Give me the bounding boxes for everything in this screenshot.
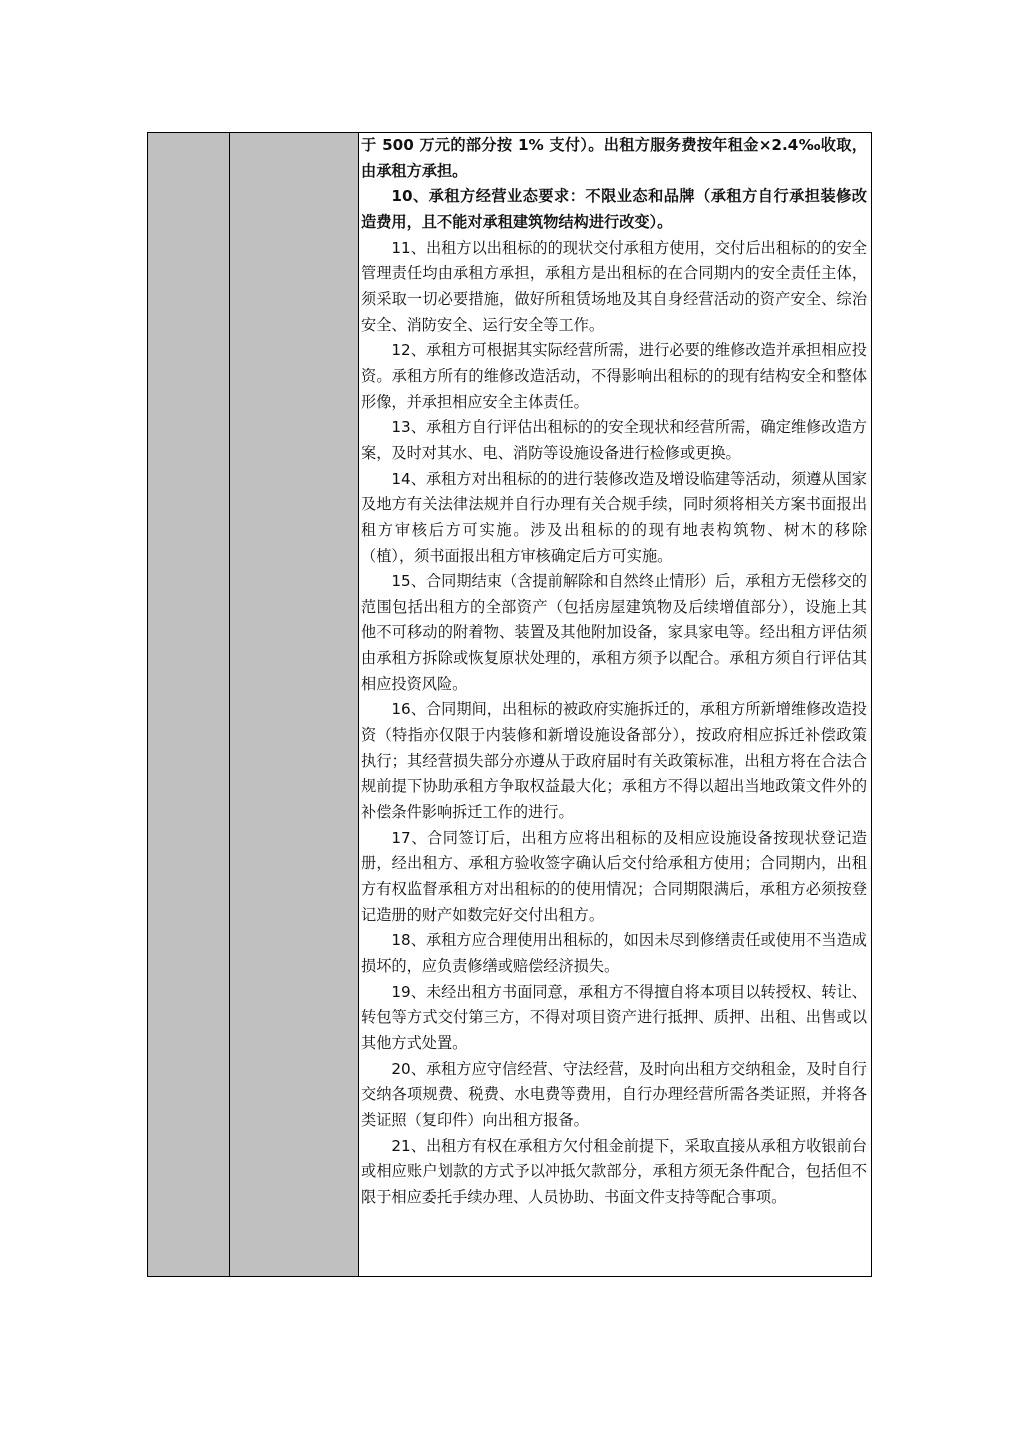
- clause-17: 17、合同签订后，出租方应将出租标的及相应设施设备按现状登记造册，经出租方、承租方验收签字确认后交付给承租方使用；合同期内，出租方有权监督承租方对出租标的的使用情况；合同期限满后，承租方必须按登记造册的财产如数完好交付出租方。: [361, 828, 867, 924]
- clause-18: 18、承租方应合理使用出租标的，如因未尽到修缮责任或使用不当造成损坏的，应负责修缮或赔偿经济损失。: [361, 931, 867, 975]
- clause-13: 13、承租方自行评估出租标的的安全现状和经营所需，确定维修改造方案，及时对其水、电、消防等设施设备进行检修或更换。: [361, 418, 867, 462]
- clause-9-continuation: 于 500 万元的部分按 1% 支付）。出租方服务费按年租金×2.4‰收取，由承租方承担。: [361, 136, 867, 180]
- clause-20: 20、承租方应守信经营、守法经营，及时向出租方交纳租金，及时自行交纳各项规费、税费、水电费等费用，自行办理经营所需各类证照，并将各类证照（复印件）向出租方报备。: [361, 1059, 867, 1129]
- clause-16: 16、合同期间，出租标的被政府实施拆迁的，承租方所新增维修改造投资（特指亦仅限于内装修和新增设施设备部分），按政府相应拆迁补偿政策执行；其经营损失部分亦遵从于政府届时有关政策标准，出租方将在合法合规前提下协助承租方争取权益最大化；承租方不得以超出当地政策文件外的补偿条件影响拆迁工作的进行。: [361, 700, 867, 822]
- clause-14: 14、承租方对出租标的的进行装修改造及增设临建等活动，须遵从国家及地方有关法律法规并自行办理有关合规手续，同时须将相关方案书面报出租方审核后方可实施。涉及出租标的的现有地表构筑物、树木的移除（植），须书面报出租方审核确定后方可实施。: [361, 469, 867, 565]
- clause-10: 10、承租方经营业态要求：不限业态和品牌（承租方自行承担装修改造费用，且不能对承租建筑物结构进行改变）。: [361, 187, 867, 231]
- table-column-shaded-2: [230, 133, 359, 1276]
- clause-15: 15、合同期结束（含提前解除和自然终止情形）后，承租方无偿移交的范围包括出租方的全部资产（包括房屋建筑物及后续增值部分），设施上其他不可移动的附着物、装置及其他附加设备，家具家电等。经出租方评估须由承租方拆除或恢复原状处理的，承租方须予以配合。承租方须自行评估其相应投资风险。: [361, 572, 867, 693]
- clause-21: 21、出租方有权在承租方欠付租金前提下，采取直接从承租方收银前台或相应账户划款的方式予以冲抵欠款部分，承租方须无条件配合，包括但不限于相应委托手续办理、人员协助、书面文件支持等配合事项。: [361, 1136, 867, 1206]
- clause-11: 11、出租方以出租标的的现状交付承租方使用，交付后出租标的的安全管理责任均由承租方承担，承租方是出租标的在合同期内的安全责任主体，须采取一切必要措施，做好所租赁场地及其自身经营活动的资产安全、综治安全、消防安全、运行安全等工作。: [361, 238, 867, 334]
- table-column-shaded-1: [148, 133, 230, 1276]
- terms-content-cell: [359, 133, 871, 1276]
- clause-19: 19、未经出租方书面同意，承租方不得擅自将本项目以转授权、转让、转包等方式交付第三方，不得对项目资产进行抵押、质押、出租、出售或以其他方式处置。: [361, 982, 867, 1052]
- lease-terms-table: [147, 132, 872, 1277]
- clause-12: 12、承租方可根据其实际经营所需，进行必要的维修改造并承担相应投资。承租方所有的维修改造活动，不得影响出租标的的现有结构安全和整体形像，并承担相应安全主体责任。: [361, 341, 867, 411]
